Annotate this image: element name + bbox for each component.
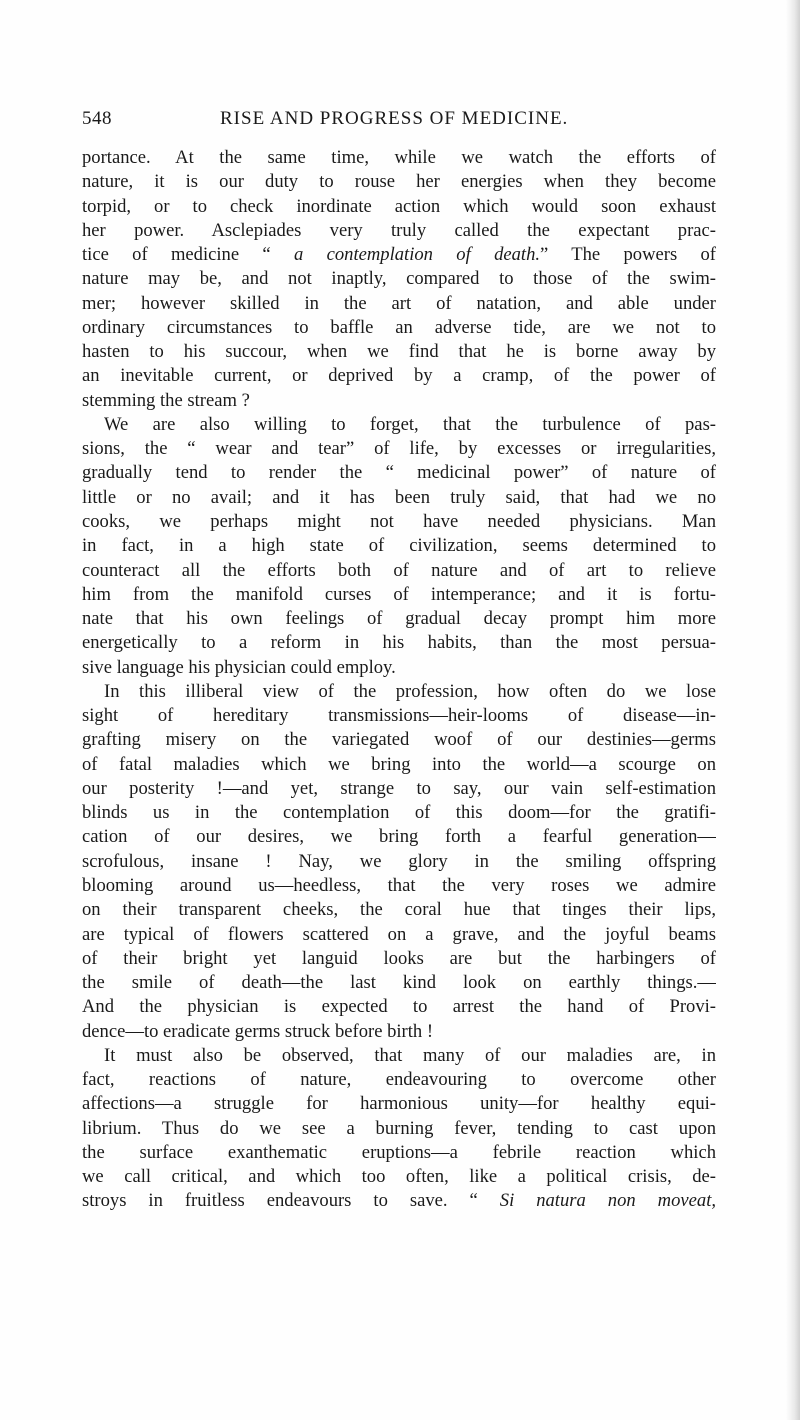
- text-line: torpid, or to check inordinate action which would soon exhaust: [82, 195, 716, 217]
- text-line: stroys in fruitless endeavours to save. “ Si natura non moveat,: [82, 1190, 716, 1212]
- text-line: gradually tend to render the “ medicinal power” of nature of: [82, 462, 716, 484]
- running-header: [82, 108, 716, 132]
- page-number: 548: [82, 108, 112, 129]
- text-line: portance. At the same time, while we watch the efforts of: [82, 147, 716, 168]
- text-line: cation of our desires, we bring forth a fearful generation—: [82, 826, 716, 848]
- text-line: hasten to his succour, when we find that he is borne away by: [82, 341, 716, 363]
- text-line: an inevitable current, or deprived by a cramp, of the power of: [82, 365, 716, 387]
- running-title: RISE AND PROGRESS OF MEDICINE.: [220, 108, 569, 129]
- text-line: we call critical, and which too often, like a political crisis, de-: [82, 1166, 716, 1188]
- text-line: grafting misery on the variegated woof of our destinies—germs: [82, 729, 716, 751]
- text-line: librium. Thus do we see a burning fever, tending to cast upon: [82, 1117, 716, 1139]
- text-line: her power. Asclepiades very truly called the expectant prac-: [82, 219, 716, 241]
- text-line: We are also willing to forget, that the turbulence of pas-: [104, 413, 716, 435]
- text-line: of their bright yet languid looks are but the harbingers of: [82, 947, 716, 969]
- text-line: affections—a struggle for harmonious unity—for healthy equi-: [82, 1093, 716, 1115]
- text-line: the smile of death—the last kind look on earthly things.—: [82, 972, 716, 994]
- text-line: And the physician is expected to arrest the hand of Provi-: [82, 996, 716, 1018]
- text-line: energetically to a reform in his habits, than the most persua-: [82, 632, 716, 654]
- text-line: sions, the “ wear and tear” of life, by excesses or irregularities,: [82, 438, 716, 460]
- text-line: nate that his own feelings of gradual decay prompt him more: [82, 608, 716, 630]
- text-line: mer; however skilled in the art of natation, and able under: [82, 292, 716, 314]
- text-line: in fact, in a high state of civilization, seems determined to: [82, 535, 716, 557]
- text-line: blooming around us—heedless, that the very roses we admire: [82, 874, 716, 896]
- text-line: are typical of flowers scattered on a grave, and the joyful beams: [82, 923, 716, 945]
- text-line: sive language his physician could employ.: [82, 656, 396, 678]
- text-line: stemming the stream ?: [82, 389, 250, 411]
- text-line: blinds us in the contemplation of this doom—for the gratifi-: [82, 802, 716, 824]
- text-line: nature may be, and not inaptly, compared to those of the swim-: [82, 268, 716, 290]
- text-line: It must also be observed, that many of our maladies are, in: [104, 1044, 716, 1066]
- text-line: dence—to eradicate germs struck before birth !: [82, 1020, 434, 1042]
- text-line: little or no avail; and it has been truly said, that had we no: [82, 486, 716, 508]
- text-line: In this illiberal view of the profession, how often do we lose: [104, 680, 716, 702]
- text-line: sight of hereditary transmissions—heir-looms of disease—in-: [82, 705, 716, 727]
- italic-phrase: a contemplation of death.: [293, 244, 541, 266]
- text-line: him from the manifold curses of intemperance; and it is fortu-: [82, 583, 716, 605]
- text-line: cooks, we perhaps might not have needed physicians. Man: [82, 510, 716, 532]
- italic-phrase: Si natura non moveat,: [499, 1190, 716, 1212]
- text-line: scrofulous, insane ! Nay, we glory in the smiling offspring: [82, 850, 716, 872]
- text-line: ordinary circumstances to baffle an adverse tide, are we not to: [82, 316, 716, 338]
- text-line: on their transparent cheeks, the coral hue that tinges their lips,: [82, 899, 716, 921]
- page-edge-shadow: [786, 0, 800, 1420]
- text-line: nature, it is our duty to rouse her energies when they become: [82, 171, 716, 193]
- text-line: the surface exanthematic eruptions—a febrile reaction which: [82, 1141, 716, 1163]
- text-line: our posterity !—and yet, strange to say, our vain self-estimation: [82, 777, 716, 799]
- text-line: of fatal maladies which we bring into the world—a scourge on: [82, 753, 716, 775]
- text-line: counteract all the efforts both of nature and of art to relieve: [82, 559, 716, 581]
- body-text: [82, 146, 716, 1214]
- text-line: tice of medicine “ a contemplation of death.” The powers of: [82, 244, 716, 266]
- text-line: fact, reactions of nature, endeavouring to overcome other: [82, 1069, 716, 1091]
